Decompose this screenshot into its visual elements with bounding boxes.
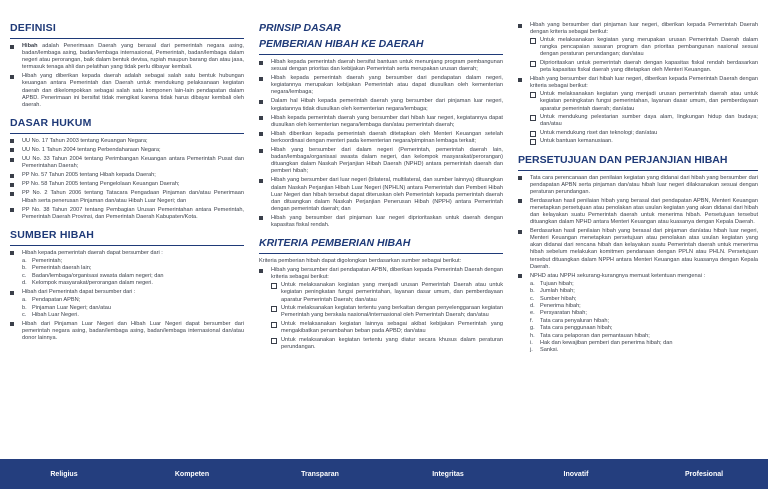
dasar-hukum-list [10,138,244,221]
list-item: Hibah dari Pemerintah dapat bersumber dari : a. Pendapatan APBN; b. Pinjaman Luar Negeri; dan/atau c. Hibah Luar Negeri. [10,289,244,319]
list-item: Hibah kepada pemerintah daerah dapat bersumber dari : a. Pemerintah; b. Pemerintah daerah lain; c. Badan/lembaga/organisasi swasta dalam negeri; dan d. Kelompok masyarakat/perorangan dalam negeri. [10,250,244,287]
sub-item: b. Pemerintah daerah lain; [22,265,92,272]
list-item: Hibah kepada pemerintah daerah yang bersumber dari pendapatan dalam negeri, kegiatannya merupakan kebijakan Pemerintah atau dapat diusulkan oleh kementerian negara/lembaga; [259,75,503,96]
list-item: Dalam hal Hibah kepada pemerintah daerah yang bersumber dari pinjaman luar negeri, kegiatannya tidak diusulkan oleh kementerian negara/lembaga; [259,98,503,112]
footer-value: Religius [50,470,78,478]
sumber-hibah-list [10,250,244,342]
checkbox-item: Untuk bantuan kemanusiaan. [530,138,758,145]
sub-item: a. Tujuan hibah; [530,280,574,287]
list-item: UU No. 33 Tahun 2004 tentang Perimbangan Keuangan antara Pemerintah Pusat dan Pemerintahan Daerah; [10,156,244,170]
divider [518,170,758,171]
checkbox-item: Untuk mendukung pelestarian sumber daya alam, lingkungan hidup dan budaya; dan/atau [530,114,758,128]
list-item: Hibah yang bersumber dari hibah luar negeri, diberikan kepada Pemerintah Daerah dengan kriteria sebagai berikut: Untuk melaksanakan kegiatan yang menjadi urusan pemerintah daerah atau untuk kegiatan peningkatan fungsi pemerintahan, layanan dasar umum, dan pemberdayaan aparatur pemerintah daerah; dan/atau Untuk mendukung pelestarian sumber daya alam, lingkungan hidup dan budaya; dan/atau Untuk mendukung riset dan teknologi; dan/atau Untuk bantuan kemanusiaan. [518,76,758,145]
list-item: NPHD atau NPPH sekurang-kurangnya memuat ketentuan mengenai : a. Tujuan hibah; b. Jumlah hibah; c. Sumber hibah; d. Penerima hibah; e. Persyaratan hibah; f. Tata cara penyaluran hibah; g. Tata cara penggunaan hibah; h. Tata cara pelaporan dan pemantauan hibah; i. Hak dan kewajiban pemberi dan penerima hibah; dan j. Sanksi. [518,273,758,355]
divider [259,54,503,55]
checkbox-item: Untuk mendukung riset dan teknologi; dan/atau [530,130,758,137]
sub-item: c. Sumber hibah; [530,295,577,302]
checkbox-item: Untuk melaksanakan kegiatan lainnya sebagai akibat kebijakan Pemerintah yang mengakibatkan penambahan beban pada APBD; dan/atau [271,321,503,335]
checkbox-list [271,282,503,350]
footer-value: Inovatif [563,470,589,478]
section-definisi [10,22,244,109]
list-item: PP No. 58 Tahun 2005 tentang Pengelolaan Keuangan Daerah; [10,181,244,188]
sub-item: d. Penerima hibah; [530,302,581,309]
list-item: Hibah yang bersumber dari pinjaman luar negeri, diberikan kepada Pemerintah Daerah dengan kriteria sebagai berikut: Untuk melaksanakan kegiatan yang merupakan urusan Pemerintah Daerah dalam rangka pencapaian sasaran program dan prioritas pembangunan nasional sesuai dengan peraturan perundangan; dan/atau Diprioritaskan untuk pemerintah daerah dengan kapasitas fiskal rendah berdasarkan peta kapasitas fiskal daerah yang ditetapkan oleh Menteri Keuangan. [518,22,758,74]
sub-item: a. Pendapatan APBN; [22,297,81,304]
sub-item: d. Kelompok masyarakat/perorangan dalam negeri. [22,280,153,287]
list-item: Hibah yang bersumber dari luar negeri (bilateral, multilateral, dan sumber lainnya) dituangkan dalam Naskah Perjanjian Hibah Luar Negeri (NPHLN) antara Pemerintah dan Pemberi Hibah Luar Negeri dan hibah tersebut dapat diteruskan oleh Pemerintah kepada pemerintah daerah dan dituangkan dalam Naskah Perjanjian Penerusan Hibah (NPPH) antara Pemerintah dengan pemerintah daerah; dan [259,177,503,212]
list-item: UU No. 17 Tahun 2003 tentang Keuangan Negara; [10,138,244,145]
checkbox-item: Untuk melaksanakan kegiatan tertentu yang berkaitan dengan penyelenggaraan kegiatan Pemerintah yang berskala nasional/internasional oleh Pemerintah Daerah; dan/atau [271,305,503,319]
footer-value: Transparan [301,470,339,478]
sub-item: j. Sanksi. [530,347,559,354]
list-item: Tata cara perencanaan dan penilaian kegiatan yang didanai dari hibah yang bersumber dari pendapatan APBN serta pinjaman dan/atau hibah luar negeri dilaksanakan sesuai dengan peraturan perundangan. [518,175,758,196]
footer-value: Kompeten [174,470,210,478]
checkbox-item: Untuk melaksanakan kegiatan tertentu yang diatur secara khusus dalam peraturan perundangan. [271,337,503,351]
footer-values-bar [0,459,768,489]
checkbox-item: Untuk melaksanakan kegiatan yang merupakan urusan Pemerintah Daerah dalam rangka pencapaian sasaran program dan prioritas pembangunan nasional sesuai dengan peraturan perundangan; dan/atau [530,37,758,58]
list-item: UU No. 1 Tahun 2004 tentang Perbendaharaan Negara; [10,147,244,154]
sub-item: g. Tata cara penggunaan hibah; [530,325,613,332]
sub-item: c. Hibah Luar Negeri. [22,311,79,318]
list-item: PP No. 38 Tahun 2007 tentang Pembagian Urusan Pemerintahan antara Pemerintah, Pemerintah Daerah Provinsi, dan Pemerintah Daerah Kabupaten/Kota. [10,207,244,221]
column-left [10,22,244,350]
list-item: Hibah diberikan kepada pemerintah daerah ditetapkan oleh Menteri Keuangan setelah berkoordinasi dengan menteri pada kementerian negara/pimpinan lembaga terkait; [259,131,503,145]
sub-item: b. Jumlah hibah; [530,288,575,295]
heading-persetujuan: PERSETUJUAN DAN PERJANJIAN HIBAH [518,153,728,166]
sub-item: b. Pinjaman Luar Negeri; dan/atau [22,304,111,311]
section-kriteria-continued [518,22,758,146]
checkbox-item: Untuk melaksanakan kegiatan yang menjadi urusan pemerintah daerah atau untuk kegiatan peningkatan fungsi pemerintahan, layanan dasar umum, dan pemberdayaan aparatur pemerintah daerah; dan/atau [530,91,758,112]
kriteria-intro: Kriteria pemberian hibah dapat digolongkan berdasarkan sumber sebagai berikut: [259,258,462,265]
list-item: Hibah yang diberikan kepada daerah adalah sebagai salah satu bentuk hubungan keuangan antara Pemerintah dan Daerah untuk mendukung pelaksanaan kegiatan daerah dan dikelompokkan sebagai salah satu komponen lain-lain pendapatan dalam APBD. Penerimaan ini bersifat tidak mengikat karena tidak harus dibayar kembali oleh daerah. [10,73,244,108]
list-item: Berdasarkan hasil penilaian hibah yang berasal dari pendapatan APBN, Menteri Keuangan menetapkan persetujuan atau penolakan atas usulan kegiatan yang akan didanai dari hibah dan kelayakan suatu Pemerintah daerah untuk menerima hibah. Persetujuan tersebut dituangkan dalam NPHD antara Menteri Keuangan atau kuasanya dengan Kepala Daerah. [518,198,758,226]
kriteria-continued-list [518,22,758,146]
list-item: Hibah kepada pemerintah daerah yang bersumber dari hibah luar negeri, kegiatannya dapat diusulkan oleh kementerian negara/lembaga dan/atau pemerintah daerah; [259,115,503,129]
nphd-list [530,281,758,355]
sub-list [22,258,244,287]
divider [10,38,244,39]
heading-kriteria: KRITERIA PEMBERIAN HIBAH [259,237,411,250]
list-item: Hibah kepada pemerintah daerah bersifat bantuan untuk menunjang program pembangunan sesuai dengan prioritas dan kebijakan Pemerintah serta merupakan urusan daerah; [259,59,503,73]
checkbox-item: Diprioritaskan untuk pemerintah daerah dengan kapasitas fiskal rendah berdasarkan peta kapasitas fiskal daerah yang ditetapkan oleh Menteri Keuangan. [530,60,758,74]
list-item: Hibah yang bersumber dari dalam negeri (Pemerintah, pemerintah daerah lain, badan/lembaga/organisasi swasta dalam negeri, dan kelompok masyarakat/perorangan) dituangkan dalam Naskah Perjanjian Hibah Daerah (NPHD) antara pemerintah daerah dan pemberi hibah; [259,147,503,175]
column-right [518,22,758,362]
checkbox-list [530,91,758,145]
sub-list [22,297,244,319]
divider [10,245,244,246]
list-item: Hibah dari Pinjaman Luar Negeri dan Hibah Luar Negeri dapat bersumber dari pemerintah negara asing, badan/lembaga asing, badan/lembaga internasional dan/atau donor lainnya. [10,321,244,342]
sub-item: f. Tata cara penyaluran hibah; [530,317,610,324]
section-persetujuan [518,154,758,355]
section-sumber-hibah [10,229,244,342]
persetujuan-list [518,175,758,355]
footer-value: Integritas [432,470,464,478]
section-kriteria [259,237,503,351]
definisi-list [10,43,244,109]
sub-item: i. Hak dan kewajiban pemberi dan penerima hibah; dan [530,339,673,346]
section-dasar-hukum [10,117,244,221]
sub-item: e. Persyaratan hibah; [530,310,587,317]
heading-prinsip-dasar: PRINSIP DASAR [259,22,341,34]
heading-definisi: DEFINISI [10,22,56,34]
section-prinsip-dasar [259,22,503,229]
divider [259,253,503,254]
sub-item: h. Tata cara pelaporan dan pemantauan hibah; [530,332,650,339]
footer-value: Profesional [684,470,724,478]
sub-item: a. Pemerintah; [22,257,63,264]
list-item: Hibah adalah Penerimaan Daerah yang berasal dari pemerintah negara asing, badan/lembaga asing, badan/lembaga internasional, Pemerintah, badan/lembaga dalam negeri atau perorangan, baik dalam bentuk devisa, rupiah maupun barang dan atau jasa, termasuk tenaga ahli dan pelatihan yang tidak perlu dibayar kembali. [10,43,244,71]
list-item: PP No. 2 Tahun 2006 tentang Tatacara Pengadaan Pinjaman dan/atau Penerimaan Hibah serta penerusan Pinjaman dan/atau Hibah Luar Negeri; dan [10,190,244,204]
heading-pemberian-hibah: PEMBERIAN HIBAH KE DAERAH [259,38,424,50]
heading-sumber-hibah: SUMBER HIBAH [10,228,95,241]
list-item: Berdasarkan hasil penilaian hibah yang berasal dari pinjaman dan/atau hibah luar negeri, Menteri Keuangan menetapkan persetujuan atau penolakan atas usulan kegiatan yang akan didanai dari rencana hibah dan kelayakan suatu Pemerintah daerah untuk menerima hibah sebelum melakukan komitmen pendanaan dengan PPLN atau PHLN. Persetujuan tersebut dituangkan dalam NPPH antara Menteri Keuangan atau kuasanya dengan Kepala Daerah. [518,228,758,271]
checkbox-list [530,37,758,74]
list-item: Hibah yang bersumber dari pendapatan APBN, diberikan kepada Pemerintah Daerah dengan kriteria sebagai berikut: Untuk melaksanakan kegiatan yang menjadi urusan Pemerintah Daerah atau untuk kegiatan peningkatan fungsi pemerintahan, layanan dasar umum, dan pemberdayaan aparatur Pemerintah Daerah; dan/atau Untuk melaksanakan kegiatan tertentu yang berkaitan dengan penyelenggaraan kegiatan Pemerintah yang berskala nasional/internasional oleh Pemerintah Daerah; dan/atau Untuk melaksanakan kegiatan lainnya sebagai akibat kebijakan Pemerintah yang mengakibatkan penambahan beban pada APBD; dan/atau Untuk melaksanakan kegiatan tertentu yang diatur secara khusus dalam peraturan perundangan. [259,267,503,351]
list-item: PP No. 57 Tahun 2005 tentang Hibah kepada Daerah; [10,172,244,179]
list-item: Hibah yang bersumber dari pinjaman luar negeri diprioritaskan untuk daerah dengan kapasitas fiskal rendah. [259,215,503,229]
heading-dasar-hukum: DASAR HUKUM [10,116,92,129]
sub-item: c. Badan/lembaga/organisasi swasta dalam negeri; dan [22,272,164,279]
column-middle [259,22,503,359]
divider [10,133,244,134]
kriteria-list [259,267,503,351]
prinsip-list [259,59,503,229]
checkbox-item: Untuk melaksanakan kegiatan yang menjadi urusan Pemerintah Daerah atau untuk kegiatan peningkatan fungsi pemerintahan, layanan dasar umum, dan pemberdayaan aparatur Pemerintah Daerah; dan/atau [271,282,503,303]
